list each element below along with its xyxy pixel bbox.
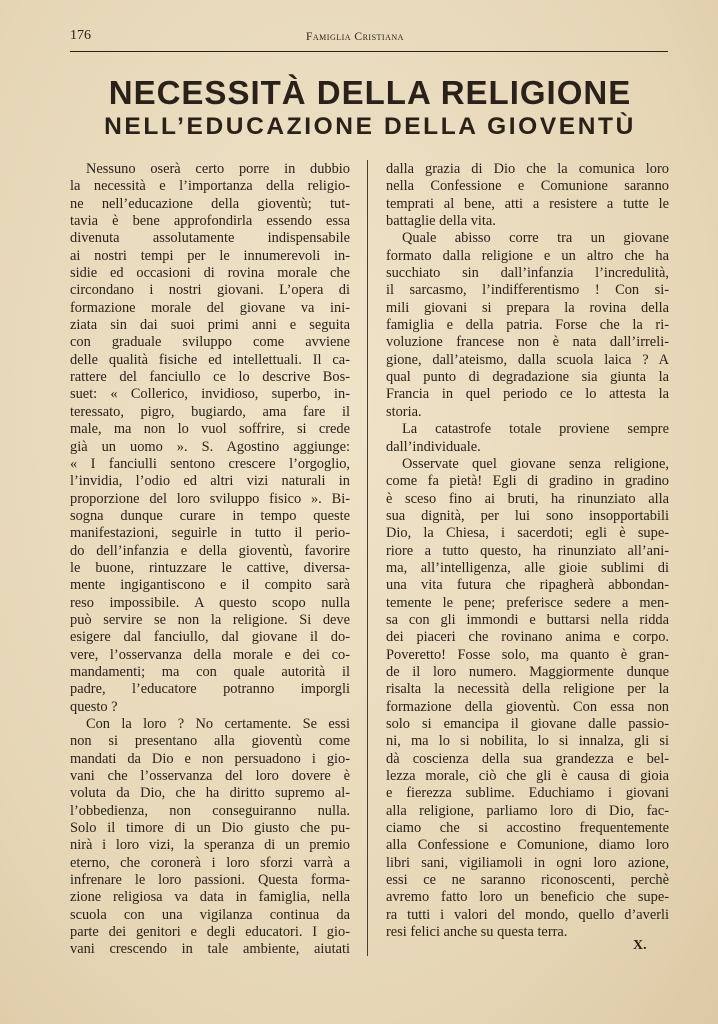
text-line: con graduale sviluppo come avviene — [70, 334, 350, 351]
text-line: ai nostri tempi per le innumerevoli in- — [70, 247, 350, 264]
text-line: Nessuno oserà certo porre in dubbio — [86, 161, 350, 177]
text-line: l’invidia, l’odio ed altri vizi naturali in — [70, 473, 350, 490]
journal-title: Famiglia Cristiana — [306, 31, 404, 43]
text-line: non si presentano alla gioventù come — [70, 733, 350, 750]
text-line: libri sani, vigiliamoli in ogni loro azione, — [386, 854, 669, 871]
column-divider — [367, 160, 368, 956]
text-line: mandamenti; ma con quale autorità il — [70, 663, 350, 680]
text-line: temprati al bene, atti a resistere a tutte le — [386, 195, 669, 212]
text-line: ni, ma lo si nobilita, lo si innalza, gli si — [386, 733, 669, 750]
text-line: nella Confessione e Comunione saranno — [386, 178, 669, 195]
text-line: questo ? — [70, 698, 118, 715]
text-line: voluzione francese non è nata dall’irreli- — [386, 334, 669, 351]
text-line: già un uomo ». S. Agostino aggiunge: — [70, 438, 350, 455]
text-line: dall’individuale. — [386, 438, 481, 455]
page-number: 176 — [70, 28, 91, 43]
text-line: rattere del fanciullo ce lo descrive Bos- — [70, 369, 350, 386]
text-line: vani crescendo in tale ambiente, aiutati — [70, 941, 350, 958]
text-line: ne nell’educazione della gioventù; tut- — [70, 195, 350, 212]
text-line: Osservate quel giovane senza religione, — [402, 455, 669, 472]
text-line: temente le pene; preferisce sedere a men- — [386, 594, 669, 611]
text-line: Quale abisso corre tra un giovane — [402, 230, 669, 247]
text-line: riore a tutto questo, ha rinunziato all’ani- — [386, 542, 669, 559]
text-line: le buone, rintuzzare le cattive, diversa- — [70, 559, 350, 576]
text-line: proporzione del loro sviluppo fisico ». Bi- — [70, 490, 350, 507]
text-line: male, ma non lo vuol soffrire, si crede — [70, 421, 350, 438]
left-column — [70, 161, 350, 959]
text-line: alla Confessione e Comunione, diamo loro — [386, 837, 669, 854]
running-head — [70, 28, 670, 48]
text-line: gione, dall’ateismo, dalla scuola laica ? A — [386, 351, 669, 368]
text-line: l’obbedienza, non conseguiranno nulla. — [70, 802, 350, 819]
text-line: zione religiosa va data in famiglia, nella — [70, 889, 350, 906]
text-line: circondano i nostri giovani. L’opera di — [70, 282, 350, 299]
text-line: sogna dunque curare in tempo queste — [70, 507, 350, 524]
text-line: Con la loro ? No certamente. Se essi — [86, 716, 350, 732]
text-line: dei piaceri che rovinano anima e corpo. — [386, 629, 669, 646]
text-line: voluta da Dio, che ha diritto supremo al- — [70, 785, 350, 802]
text-line: infrenare le loro passioni. Questa forma- — [70, 872, 350, 889]
header-rule — [70, 51, 668, 52]
text-line: dà coscienza della sua grandezza e bel- — [386, 750, 669, 767]
text-line: battaglie della vita. — [386, 213, 496, 230]
text-line: delle qualità fisiche ed intellettuali. Il ca- — [70, 351, 350, 368]
text-line: suet: « Collerico, invidioso, superbo, in- — [70, 386, 350, 403]
text-line: Poveretto! Fosse solo, ma quanto è gran- — [386, 646, 669, 663]
text-line: padre, l’educatore potranno imporgli — [70, 681, 350, 698]
text-line: tavia è bene approfondirla essendo essa — [70, 213, 350, 230]
author-signature: X. — [633, 938, 647, 953]
right-column — [386, 161, 669, 941]
text-line: ra tutti i valori del mondo, quello d’averli — [386, 906, 669, 923]
text-line: avremo fatto loro un beneficio che supe- — [386, 889, 669, 906]
text-line: risalta la necessità della religione per la — [386, 681, 669, 698]
text-line: essi ce ne saranno riconoscenti, perchè — [386, 872, 669, 889]
text-line: Francia in quel periodo ce lo attesta la — [386, 386, 669, 403]
text-line: il sarcasmo, l’indifferentismo ! Con si- — [386, 282, 669, 299]
text-line: formazione della gioventù. Con essa non — [386, 698, 669, 715]
text-line: storia. — [386, 403, 422, 420]
text-line: alla religione, parliamo loro di Dio, fac- — [386, 802, 669, 819]
text-line: e fierezza sublime. Educhiamo i giovani — [386, 785, 669, 802]
text-line: eterno, che coronerà i loro sforzi varrà a — [70, 854, 350, 871]
text-line: mili giovani si prepara la rovina della — [386, 299, 669, 316]
text-line: formato dalla religione e un altro che ha — [386, 247, 669, 264]
text-line: scuola con una vigilanza continua da — [70, 906, 350, 923]
text-line: è sceso fino ai bruti, ha rinunziato alla — [386, 490, 669, 507]
text-line: reso impossibile. A questo scopo nulla — [70, 594, 350, 611]
text-line: sua dignità, per lui sono insopportabili — [386, 507, 669, 524]
text-line: ciamo che si accostino frequentemente — [386, 820, 669, 837]
text-line: sa con gli immondi e buttarsi nella ridda — [386, 611, 669, 628]
text-line: Dio, la Chiesa, i sacerdoti; egli è supe- — [386, 525, 669, 542]
text-line: La catastrofe totale proviene sempre — [402, 421, 669, 438]
text-line: resi felici anche su questa terra. — [386, 924, 568, 941]
text-line: dalla grazia di Dio che la comunica loro — [386, 161, 669, 177]
text-line: la necessità e l’importanza della religio- — [70, 178, 350, 195]
text-line: mandati da Dio e non persuadono i gio- — [70, 750, 350, 767]
text-line: sidie ed occasioni di rovina morale che — [70, 265, 350, 282]
text-line: ma, all’intelligenza, alle gioie sublimi di — [386, 559, 669, 576]
text-line: succhiato sin dall’infanzia l’incredulità, — [386, 265, 669, 282]
text-line: formazione morale del giovane va ini- — [70, 299, 350, 316]
text-line: solo si emancipa il giovane dalle passio- — [386, 716, 669, 732]
text-line: famiglia e della patria. Forse che la ri- — [386, 317, 669, 334]
text-line: vani che l’osservanza del loro dovere è — [70, 768, 350, 785]
text-line: divenuta assolutamente indispensabile — [70, 230, 350, 247]
text-line: manifestazioni, seguirle in tutto il perio- — [70, 525, 350, 542]
text-line: Solo il timore di un Dio giusto che pu- — [70, 820, 350, 837]
text-line: può servire se non la religione. Si deve — [70, 611, 350, 628]
text-line: de il loro numero. Maggiormente dunque — [386, 663, 669, 680]
text-line: parte dei genitori e degli educatori. I gio- — [70, 924, 350, 941]
text-line: do dell’infanzia e della gioventù, favorire — [70, 542, 350, 559]
text-line: come fa pietà! Egli di gradino in gradino — [386, 473, 669, 490]
text-line: nirà i loro vizi, la speranza di un premio — [70, 837, 350, 854]
article-title: NECESSITÀ DELLA RELIGIONE — [108, 74, 632, 111]
text-line: qual punto di degradazione sia giunta la — [386, 369, 669, 386]
text-line: « I fanciulli sentono crescere l’orgoglio, — [70, 455, 350, 472]
text-line: teressato, pigro, bugiardo, ama fare il — [70, 403, 350, 420]
text-line: una vita futura che ripagherà abbondan- — [386, 577, 669, 594]
text-line: mente ingigantiscono e il compito sarà — [70, 577, 350, 594]
text-line: vere, l’osservanza della morale e dei co- — [70, 646, 350, 663]
text-line: esigere dal fanciullo, dal giovane il do- — [70, 629, 350, 646]
article-subtitle: NELL’EDUCAZIONE DELLA GIOVENTÙ — [104, 113, 636, 140]
text-line: ziata sin dai suoi primi anni e seguita — [70, 317, 350, 334]
text-line: lezza morale, ciò che gli è causa di gioia — [386, 768, 669, 785]
